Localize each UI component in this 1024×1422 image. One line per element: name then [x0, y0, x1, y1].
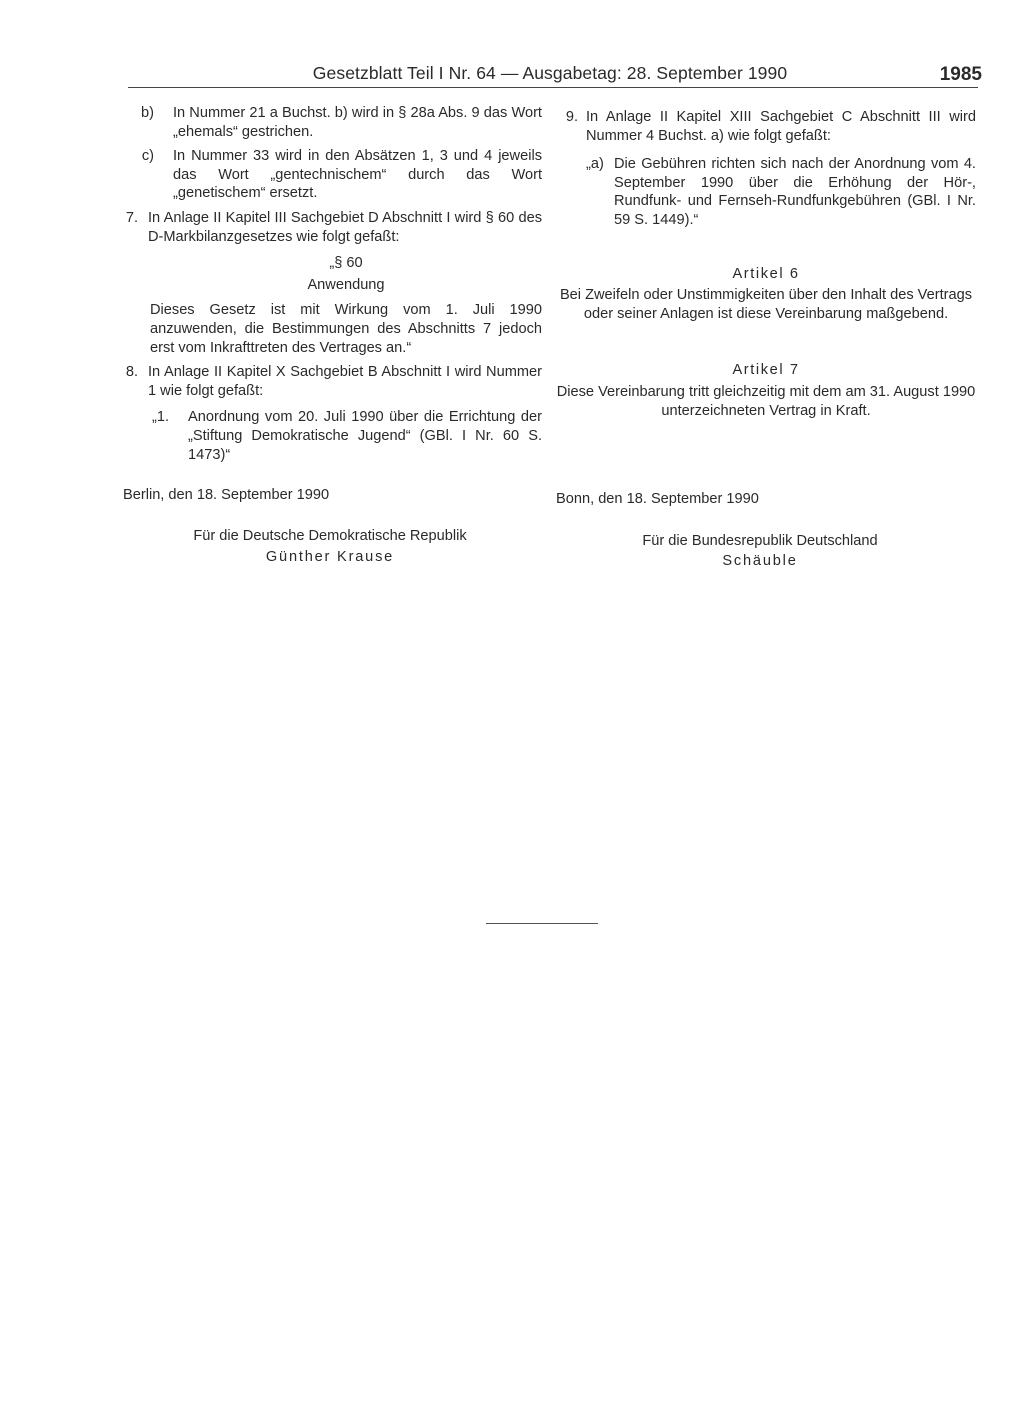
paragraph-heading: „§ 60 — [329, 255, 363, 272]
item-number: b) — [141, 105, 154, 121]
item-text: In Anlage II Kapitel III Sachgebiet D Abschnitt I wird § 60 des D-Markbilanzgesetzes wie folgt gefaßt: — [148, 209, 542, 245]
list-item-9 — [556, 108, 976, 230]
paragraph-subheading: Anwendung — [307, 276, 385, 293]
signature-left-place-date: Berlin, den 18. September 1990 — [123, 487, 330, 503]
signature-right-place-date: Bonn, den 18. September 1990 — [556, 491, 759, 507]
list-item-8 — [110, 363, 542, 464]
item-number: 7. — [125, 209, 138, 226]
sub-item-number: „1. — [152, 409, 170, 426]
footer-rule — [486, 923, 598, 924]
header-title: Gesetzblatt Teil I Nr. 64 — Ausgabetag: 28. September 1990 — [312, 63, 788, 83]
signature-right-for: Für die Bundesrepublik Deutschland — [642, 533, 878, 549]
page-number: 1985 — [939, 64, 982, 85]
artikel-heading: Artikel 6 — [732, 265, 800, 282]
header-rule — [128, 87, 978, 88]
sub-item — [586, 155, 976, 229]
signature-left-name: Günther Krause — [265, 549, 395, 565]
item-text: In Anlage II Kapitel X Sachgebiet B Abschnitt I wird Nummer 1 wie folgt gefaßt: — [148, 364, 542, 399]
item-text: In Anlage II Kapitel XIII Sachgebiet C Abschnitt III wird Nummer 4 Buchst. a) wie folgt gefaßt: — [586, 109, 976, 144]
item-text: In Nummer 33 wird in den Absätzen 1, 3 und 4 jeweils das Wort „gentechnischem“ durch das Wort „genetischem“ ersetzt. — [173, 148, 542, 202]
list-item-7 — [110, 209, 542, 357]
sub-item-number: „a) — [586, 156, 604, 173]
artikel-6 — [556, 265, 976, 324]
right-column — [556, 108, 976, 420]
sub-item-text: Anordnung vom 20. Juli 1990 über die Errichtung der „Stiftung Demokratische Jugend“ (GBl. I Nr. 60 S. 1473)“ — [188, 409, 542, 463]
signature-left-for: Für die Deutsche Demokratische Republik — [193, 528, 467, 544]
list-item-b — [110, 104, 542, 141]
sub-item — [150, 408, 542, 464]
sub-item-text: Die Gebühren richten sich nach der Anordnung vom 4. September 1990 über die Erhöhung der Hör-, Rundfunk- und Fernseh-Rundfunkgebühren (GBl. I Nr. 59 S. 1449).“ — [614, 156, 976, 228]
signature-right-name: Schäuble — [722, 553, 798, 569]
paragraph-body: Dieses Gesetz ist mit Wirkung vom 1. Juli 1990 anzuwenden, die Bestimmungen des Abschnitts 7 jedoch erst vom Inkrafttreten des Vertrages an.“ — [150, 302, 542, 356]
item-number: 9. — [565, 109, 578, 125]
item-number: c) — [141, 148, 154, 165]
artikel-text: Diese Vereinbarung tritt gleichzeitig mit dem am 31. August 1990 unterzeichneten Vertrag in Kraft. — [556, 383, 976, 419]
left-column — [110, 104, 542, 470]
item-number: 8. — [125, 364, 138, 381]
item-text: In Nummer 21 a Buchst. b) wird in § 28a Abs. 9 das Wort „ehemals“ gestrichen. — [173, 105, 542, 140]
list-item-c — [110, 147, 542, 203]
artikel-text: Bei Zweifeln oder Unstimmigkeiten über den Inhalt des Vertrags oder seiner Anlagen ist diese Vereinbarung maßgebend. — [559, 287, 973, 322]
artikel-7 — [556, 361, 976, 420]
artikel-heading: Artikel 7 — [732, 362, 800, 379]
